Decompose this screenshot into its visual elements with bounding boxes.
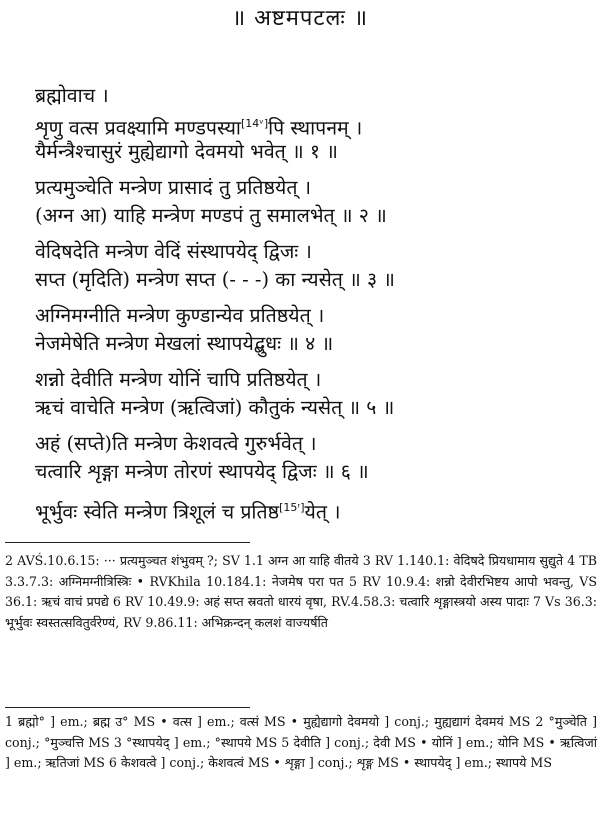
folio-marker: [14ᵛ] [240,117,269,130]
verse-line: यैर्मन्त्रैश्चासुरं मुह्येद्यागो देवमयो भवेत् ॥ १ ॥ [35,140,338,163]
verse-line: सप्त (मृदिति) मन्त्रेण सप्त (- - -) का न्यसेत् ॥ ३ ॥ [35,268,395,291]
divider [5,542,250,543]
verse-block [35,82,575,522]
verse-line: (अग्न आ) याहि मन्त्रेण मण्डपं तु समालभेत् ॥ २ ॥ [35,204,387,227]
verse-line: वेदिषदेति मन्त्रेण वेदिं संस्थापयेद् द्विजः । [35,240,312,263]
verse-line: चत्वारि शृङ्गा मन्त्रेण तोरणं स्थापयेद् द्विजः ॥ ६ ॥ [35,460,369,483]
verse-line: अग्निमग्नीति मन्त्रेण कुण्डान्येव प्रतिष्ठयेत् । [35,304,325,327]
verse-line: प्रत्यमुञ्चेति मन्त्रेण प्रासादं तु प्रतिष्ठयेत् । [35,176,312,199]
critical-apparatus: 1 ब्रह्मो° ] em.; ब्रह्म उ° MS • वत्स ] em.; वत्सं MS • मुह्येद्यागो देवमयो ] conj.; मुह्यद्यागं देवमयं MS 2 °मुञ्चेति ] conj.; °मुञ्चत्ति MS 3 °स्थापयेद् ] em.; °स्थापये MS 5 देवीति ] conj.; देवी MS • योनिं ] em.; योनि MS • ऋत्विजां ] em.; ऋतिजां MS 6 केशवत्वे ] conj.; केशवत्वं MS • शृङ्गा ] conj.; शृङ्ग MS • स्थापयेद् ] em.; स्थापये MS [5,714,597,771]
verse-line: नेजमेषेति मन्त्रेण मेखलां स्थापयेद्बुधः ॥ ४ ॥ [35,332,334,355]
verse-line: भूर्भुवः स्वेति मन्त्रेण त्रिशूलं च प्रतिष्ठ[15ʳ]येत् । [35,500,341,524]
folio-marker: [15ʳ] [279,501,305,514]
verse-line: ऋचं वाचेति मन्त्रेण (ऋत्विजां) कौतुकं न्यसेत् ॥ ५ ॥ [35,396,395,419]
chapter-title: ॥ अष्टमपटलः ॥ [231,6,369,31]
verse-line: ब्रह्मोवाच । [35,84,109,107]
verse-line: शृणु वत्स प्रवक्ष्यामि मण्डपस्या[14ᵛ]पि स्थापनम् । [35,116,363,140]
testimonia-notes: 2 AVŚ.10.6.15: ··· प्रत्यमुञ्चत शंभुवम् ?; SV 1.1 अग्न आ याहि वीतये 3 RV 1.140.1: वेदिषदे प्रियधामाय सुद्युते 4 TB 3.3.7.3: अग्निमग्नीत्रिस्त्रिः • RVKhila 10.184.1: नेजमेष परा पत 5 RV 10.9.4: शन्नो देवीरभिष्टय आपो भवन्तु, VS 36.1: ऋचं वाचं प्रपद्ये 6 RV 10.49.9: अहं सप्त स्रवतो धारयं वृषा, RV.4.58.3: चत्वारि शृङ्गास्त्रयो अस्य पादाः 7 Vs 36.3: भूर्भुवः स्वस्तत्सवितुर्वरेण्यं, RV 9.86.11: अभिक्रन्दन् कलशं वाज्यर्षति [5,553,597,630]
verse-line: अहं (सप्ते)ति मन्त्रेण केशवत्वे गुरुर्भवेत् । [35,432,317,455]
divider [5,707,250,708]
verse-line: शन्नो देवीति मन्त्रेण योनिं चापि प्रतिष्ठयेत् । [35,368,322,391]
